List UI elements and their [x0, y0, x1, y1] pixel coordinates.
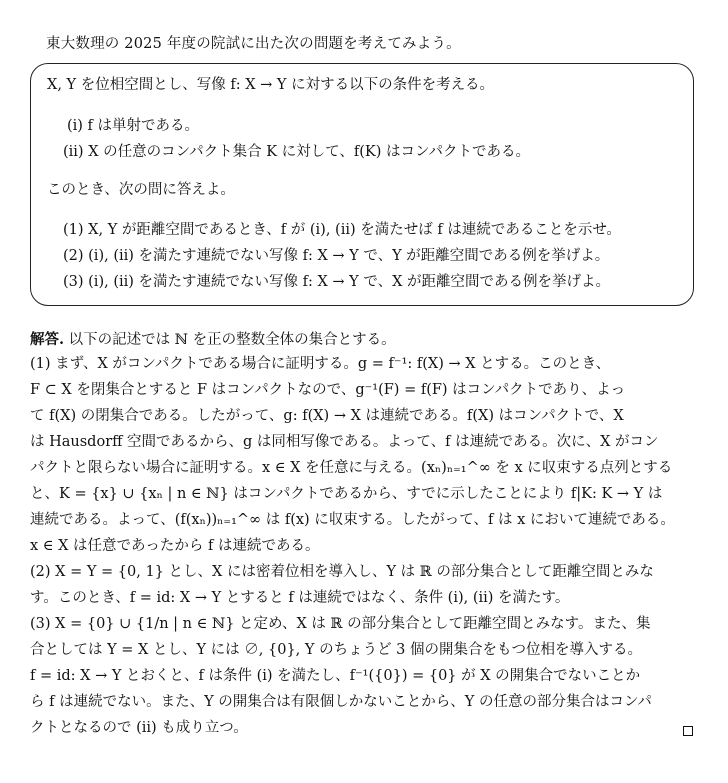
problem-box: [30, 63, 694, 306]
solution-line: ら f は連続でない。また、Y の開集合は有限個しかないことから、Y の任意の部分集合はコンパ: [30, 694, 652, 710]
solution-line: パクトと限らない場合に証明する。x ∈ X を任意に与える。(xₙ)ₙ₌₁^∞ を x に収束する点列とする: [30, 460, 673, 476]
question-2: (2) (i), (ii) を満たす連続でない写像 f: X → Y で、Y が距離空間である例を挙げよ。: [63, 248, 610, 264]
solution-line: 合としては Y = X とし、Y には ∅, {0}, Y のちょうど 3 個の開集合をもつ位相を導入する。: [30, 642, 643, 658]
solution-heading: [30, 327, 696, 354]
solution-line: クトとなるので (ii) も成り立つ。: [30, 720, 248, 736]
solution-line: (1) まず、X がコンパクトである場合に証明する。g = f⁻¹: f(X) → X とする。このとき、: [30, 356, 611, 372]
condition-i: (i) f は単射である。: [67, 118, 200, 134]
question-1: (1) X, Y が距離空間であるとき、f が (i), (ii) を満たせば f は連続であることを示せ。: [63, 222, 621, 238]
qed-square-icon: [683, 726, 693, 736]
solution-line: は Hausdorff 空間であるから、g は同相写像である。よって、f は連続である。次に、X がコン: [30, 434, 659, 450]
solution-line: す。このとき、f = id: X → Y とすると f は連続ではなく、条件 (i), (ii) を満たす。: [30, 590, 570, 606]
solution-line: (2) X = Y = {0, 1} とし、X には密着位相を導入し、Y は ℝ の部分集合として距離空間とみな: [30, 564, 654, 580]
problem-premise: X, Y を位相空間とし、写像 f: X → Y に対する以下の条件を考える。: [47, 77, 495, 93]
solution-line: x ∈ X は任意であったから f は連続である。: [30, 538, 320, 554]
solution-line: て f(X) の閉集合である。したがって、g: f(X) → X は連続である。f(X) はコンパクトで、X: [30, 408, 624, 424]
solution-label: 解答.: [30, 331, 65, 348]
solution-line: (3) X = {0} ∪ {1/n | n ∈ ℕ} と定め、X は ℝ の部分集合として距離空間とみなす。また、集: [30, 616, 651, 632]
solution-line: 連続である。よって、(f(xₙ))ₙ₌₁^∞ は f(x) に収束する。したがって、f は x において連続である。: [30, 512, 675, 528]
problem-instruction: このとき、次の問に答えよ。: [47, 182, 235, 198]
solution-line: f = id: X → Y とおくと、f は条件 (i) を満たし、f⁻¹({0}) = {0} が X の開集合でないことか: [30, 668, 641, 684]
solution-line: F ⊂ X を閉集合とすると F はコンパクトなので、g⁻¹(F) = f(F) はコンパクトであり、よっ: [30, 382, 626, 398]
condition-ii: (ii) X の任意のコンパクト集合 K に対して、f(K) はコンパクトである。: [63, 144, 530, 160]
intro-text: 東大数理の 2025 年度の院試に出た次の問題を考えてみよう。: [46, 36, 461, 52]
solution-intro: 以下の記述では ℕ を正の整数全体の集合とする。: [64, 332, 396, 348]
solution-line: と、K = {x} ∪ {xₙ | n ∈ ℕ} はコンパクトであるから、すでに示したことにより f|K: K → Y は: [30, 486, 663, 502]
question-3: (3) (i), (ii) を満たす連続でない写像 f: X → Y で、X が距離空間である例を挙げよ。: [63, 274, 610, 290]
